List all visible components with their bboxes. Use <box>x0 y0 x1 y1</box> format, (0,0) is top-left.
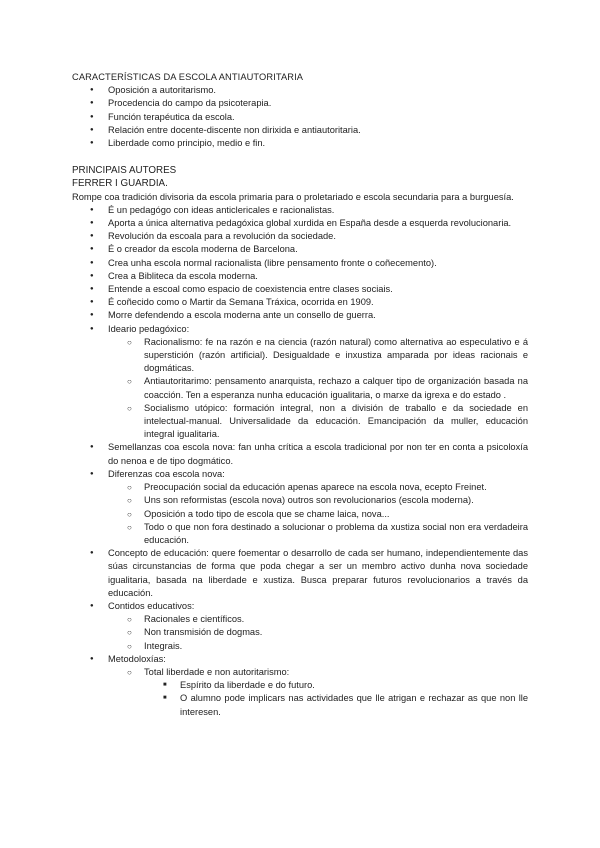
list-item: ○ Preocupación social da educación apenas aparece na escola nova, ecepto Freinet. <box>108 481 528 494</box>
metodoloxias-sublist <box>144 679 528 719</box>
semellanzas-item: ● Semellanzas coa escola nova: fan unha crítica a escola tradicional por non ter en conta a psicoloxía do nenoa e de tipo dogmático. <box>72 441 528 467</box>
author-list <box>72 204 528 719</box>
list-item: ○ Socialismo utópico: formación integral, non a división de traballo e da sociedade en intelectual-manual. Universalidade da educación. Emancipación da muller, educación integral igualitaria. <box>108 402 528 442</box>
diferenzas-label: Diferenzas coa escola nova: <box>108 468 225 479</box>
list-item: ■ O alumno pode implicars nas actividades que lle atrigan e rechazar as que non lle interesen. <box>144 692 528 718</box>
document-page <box>72 71 528 719</box>
list-item: ○ Oposición a todo tipo de escola que se chame laica, nova... <box>108 508 528 521</box>
section-title-antiautoritaria: CARACTERÍSTICAS DA ESCOLA ANTIAUTORITARIA <box>72 72 304 82</box>
list-item: ● É coñecido como o Martir da Semana Tráxica, ocorrida en 1909. <box>72 296 528 309</box>
metodoloxias-list <box>108 666 528 719</box>
metodoloxias-item <box>72 653 528 719</box>
list-item: ● Crea unha escola normal racionalista (libre pensamento fronte o coñecemento). <box>72 257 528 270</box>
list-item <box>108 666 528 719</box>
metodoloxias-subheading: Total liberdade e non autoritarismo: <box>144 666 290 677</box>
diferenzas-item <box>72 468 528 547</box>
section-title-authors: PRINCIPAIS AUTORES <box>72 165 177 177</box>
author-intro: Rompe coa tradición divisoria da escola primaria para o proletariado e escola secundaria para a burguesía. <box>72 191 514 202</box>
contidos-item <box>72 600 528 653</box>
list-item: ● Aporta a única alternativa pedagóxica global xurdida en España desde a esquerda revolucionaria. <box>72 217 528 230</box>
contidos-label: Contidos educativos: <box>108 600 195 611</box>
list-item: ● Oposición a autoritarismo. <box>72 84 528 97</box>
list-item: ○ Racionalismo: fe na razón e na ciencia (razón natural) como alternativa ao especulativo e á superstición (razón artificial). Desigualdade e inxustiza amparada por ideas racionais e dogmáticas. <box>108 336 528 376</box>
concepto-item: ● Concepto de educación: quere foementar o desarrollo de cada ser humano, independientemente das súas circunstancias de forma que poda chegar a ser un membro activo dunha nova sociedade igualitaria, basada na liberdade e xustiza. Busca preparar futuros revolucionarios a través da educación. <box>72 547 528 600</box>
metodoloxias-label: Metodoloxías: <box>108 653 166 664</box>
contidos-list <box>108 613 528 653</box>
list-item: ● Procedencia do campo da psicoterapia. <box>72 97 528 110</box>
list-item: ○ Integrais. <box>108 640 528 653</box>
ideario-list <box>108 336 528 442</box>
list-item: ○ Non transmisión de dogmas. <box>108 626 528 639</box>
list-item: ● Liberdade como principio, medio e fin. <box>72 137 528 150</box>
list-item: ● Función terapéutica da escola. <box>72 111 528 124</box>
diferenzas-list <box>108 481 528 547</box>
list-item: ● Crea a Bibliteca da escola moderna. <box>72 270 528 283</box>
list-item: ● Relación entre docente-discente non dirixida e antiautoritaria. <box>72 124 528 137</box>
author-name: FERRER I GUARDIA. <box>72 178 168 190</box>
ideario-label: Ideario pedagóxico: <box>108 323 190 334</box>
ideario-item <box>72 323 528 442</box>
list-item: ● Morre defendendo a escola moderna ante un consello de guerra. <box>72 309 528 322</box>
list-item: ○ Antiautoritarimo: pensamento anarquista, rechazo a calquer tipo de organización basada na coacción. Ten a esperanza nunha educación igualitaria, o marxe da igrexa e do estado . <box>108 375 528 401</box>
list-item: ● Entende a escoal como espacio de coexistencia entre clases sociais. <box>72 283 528 296</box>
list-item: ■ Espírito da liberdade e do futuro. <box>144 679 528 692</box>
characteristics-list <box>72 84 528 150</box>
list-item: ● Revolución da escoala para a revolución da sociedade. <box>72 230 528 243</box>
list-item: ○ Uns son reformistas (escola nova) outros son revolucionarios (escola moderna). <box>108 494 528 507</box>
list-item: ● É un pedagógo con ideas anticlericales e racionalistas. <box>72 204 528 217</box>
list-item: ● É o creador da escola moderna de Barcelona. <box>72 243 528 256</box>
list-item: ○ Racionales e científicos. <box>108 613 528 626</box>
list-item: ○ Todo o que non fora destinado a solucionar o problema da xustiza social non era verdadeira educación. <box>108 521 528 547</box>
